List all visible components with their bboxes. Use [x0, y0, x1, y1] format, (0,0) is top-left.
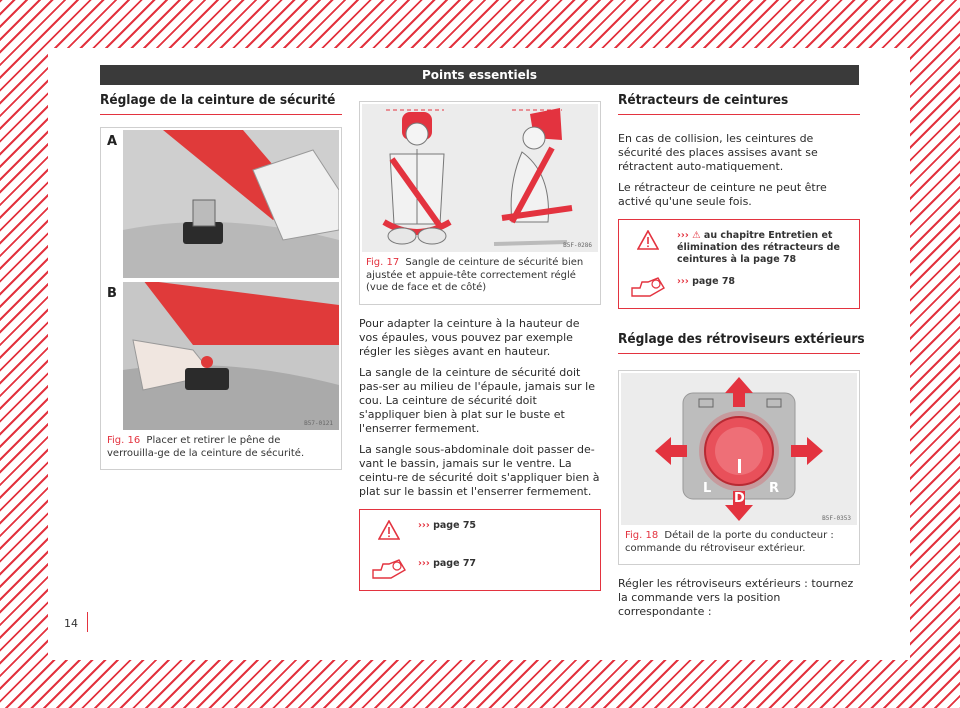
- note-reference[interactable]: [418, 558, 476, 570]
- column-retractors: [618, 92, 865, 626]
- page-header: Points essentiels: [100, 65, 859, 85]
- knob-label-left: L: [703, 481, 712, 496]
- figure-18-image: [621, 373, 857, 525]
- figure-16-image: [103, 130, 339, 430]
- figure-17-caption: [362, 252, 598, 302]
- warning-reference-text: page 75: [433, 519, 477, 531]
- panel-label-a: A: [107, 134, 118, 149]
- figure-17: [359, 101, 601, 305]
- figure-18-caption-text: Détail de la porte du conducteur : commande du rétroviseur extérieur.: [625, 530, 834, 554]
- figure-17-label: Fig. 17: [366, 257, 400, 268]
- warning-box-seatbelt: [359, 509, 601, 591]
- figure-18-caption: [621, 525, 857, 562]
- section-title-seatbelt: Réglage de la ceinture de sécurité: [100, 92, 342, 115]
- warning-reference-text: au chapitre Entretien et élimination des rétracteurs de ceintures à la page 78: [677, 230, 840, 265]
- figure-17-code: B5F-0286: [563, 242, 592, 249]
- chevron-icon: ›››: [418, 519, 430, 531]
- warning-reference[interactable]: [677, 230, 857, 266]
- figure-18: [618, 370, 860, 565]
- figure-16-code: B57-0121: [304, 420, 333, 427]
- skeleton-belt-illustration: [362, 104, 598, 252]
- warning-box-retractors: [618, 219, 860, 309]
- figure-16-caption: [103, 430, 339, 467]
- paragraph-mirror-adjust: Régler les rétroviseurs extérieurs : tournez la commande vers la position correspondante :: [618, 577, 854, 618]
- chevron-icon: ›››: [677, 276, 689, 287]
- chevron-icon: ›››: [677, 230, 689, 241]
- section-title-retractors: Rétracteurs de ceintures: [618, 92, 860, 115]
- warning-triangle-icon: [619, 230, 677, 250]
- section-title-mirrors: Réglage des rétroviseurs extérieurs: [618, 331, 860, 354]
- knob-label-right: R: [769, 481, 780, 496]
- figure-16-label: Fig. 16: [107, 435, 141, 446]
- note-reference-text: page 78: [692, 276, 736, 287]
- paragraph-shoulder-belt: La sangle de la ceinture de sécurité doit pas-ser au milieu de l'épaule, jamais sur le cou. La ceinture de sécurité doit s'appliquer bien à plat sur le buste et l'enserrer fermement.: [359, 365, 595, 435]
- figure-16-caption-text: Placer et retirer le pêne de verrouilla-ge de la ceinture de sécurité.: [107, 435, 305, 459]
- note-reference[interactable]: [677, 276, 735, 288]
- paragraph-seat-height: Pour adapter la ceinture à la hauteur de vos épaules, vous pouvez par exemple régler les sièges avant en hauteur.: [359, 316, 580, 358]
- figure-17-image: [362, 104, 598, 252]
- environment-hand-icon: [360, 558, 418, 580]
- knob-position-marker: [738, 459, 741, 473]
- figure-18-label: Fig. 18: [625, 530, 659, 541]
- column-seatbelt-adjustment: [100, 92, 342, 470]
- environment-hand-icon: [619, 276, 677, 298]
- knob-label-down: D: [734, 491, 745, 506]
- warning-reference[interactable]: [418, 520, 476, 532]
- seatbelt-buckle-illustration: [103, 130, 339, 430]
- figure-17-caption-text: Sangle de ceinture de sécurité bien ajustée et appuie-tête correctement réglé (vue de face et de côté): [366, 257, 584, 293]
- panel-label-b: B: [107, 286, 117, 301]
- paragraph-retractor-collision: En cas de collision, les ceintures de sécurité des places assises avant se rétractent auto-matiquement.: [618, 132, 818, 173]
- warning-triangle-icon: [360, 520, 418, 540]
- figure-16: [100, 127, 342, 470]
- small-warning-icon: ⚠: [692, 230, 701, 241]
- page-number: 14: [64, 617, 78, 630]
- paragraph-lap-belt: La sangle sous-abdominale doit passer de-vant le bassin, jamais sur le ventre. La ceintu-re de sécurité doit s'appliquer bien à plat sur le bassin et l'enserrer fermement.: [359, 442, 600, 498]
- chevron-icon: ›››: [418, 557, 430, 569]
- paragraph-retractor-once: Le rétracteur de ceinture ne peut être activé qu'une seule fois.: [618, 181, 827, 208]
- column-belt-fit: [359, 101, 601, 591]
- figure-18-code: B5F-0353: [822, 515, 851, 522]
- note-reference-text: page 77: [433, 557, 477, 569]
